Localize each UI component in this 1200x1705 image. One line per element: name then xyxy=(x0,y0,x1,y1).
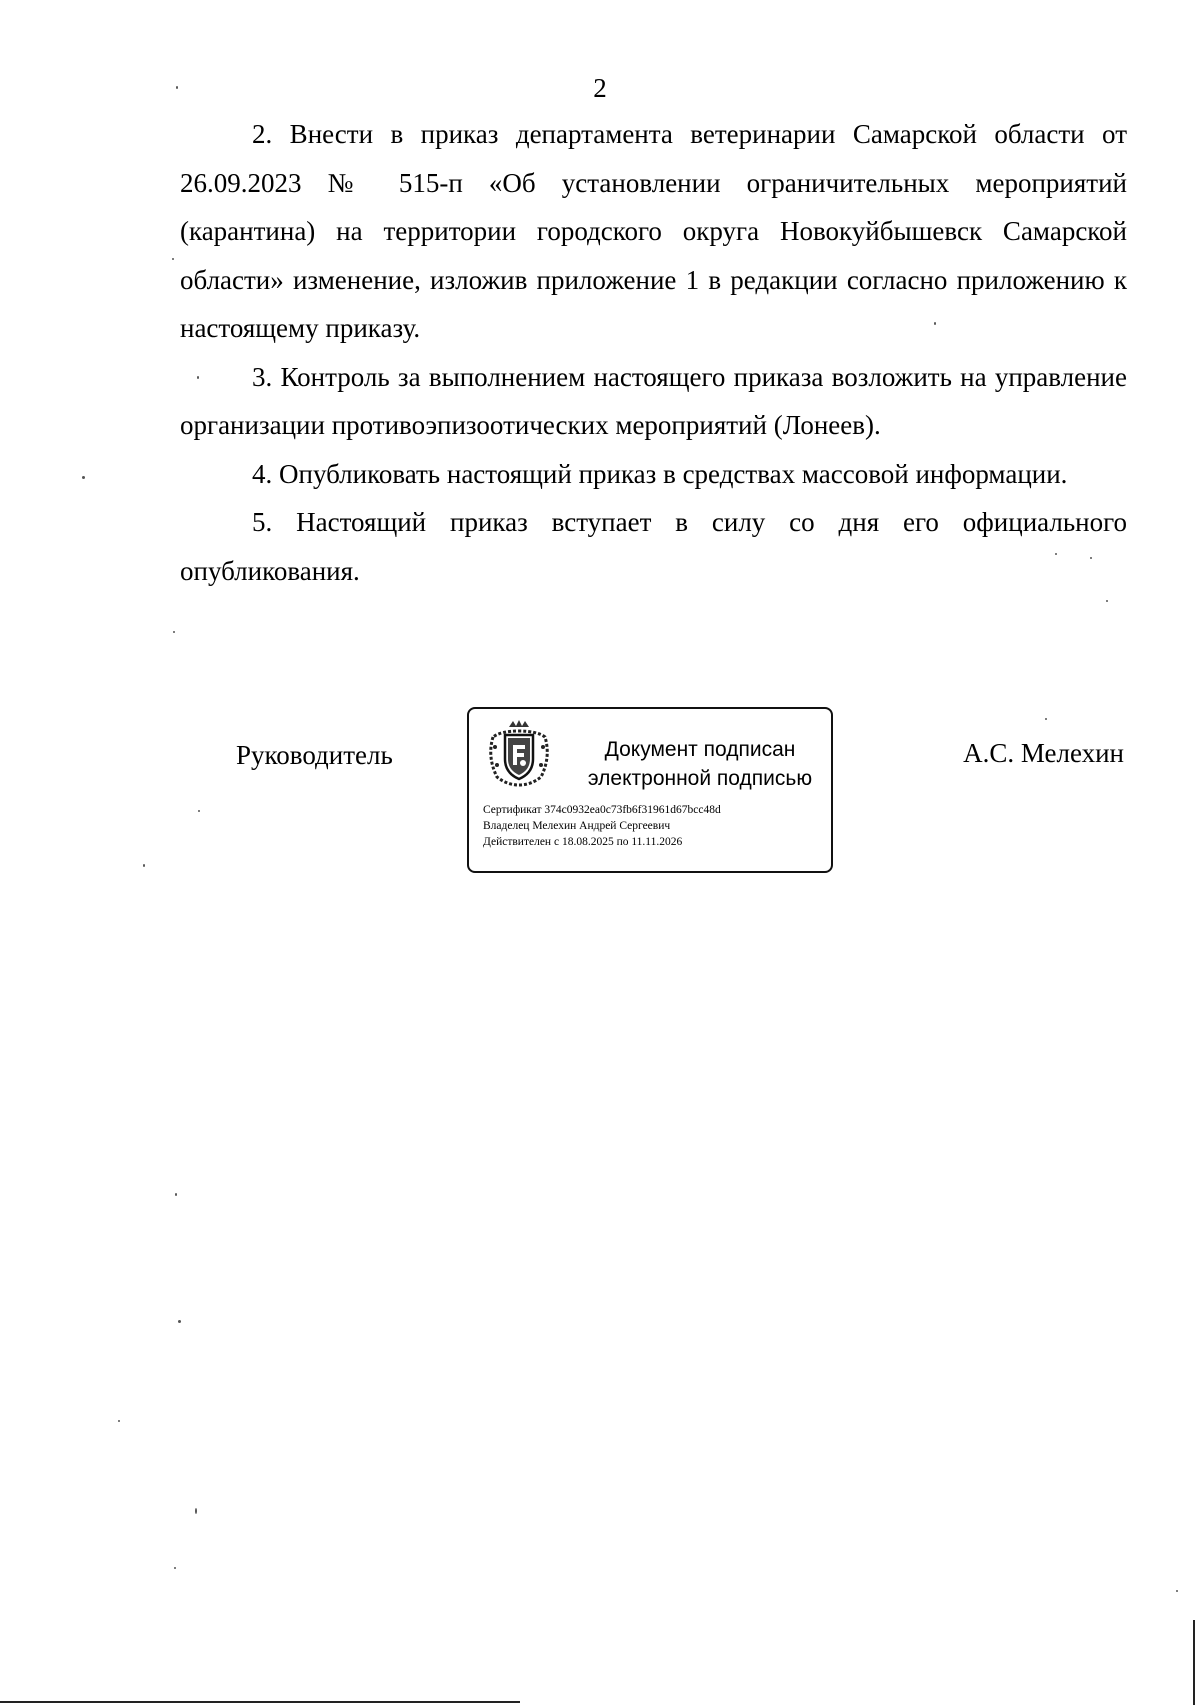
scan-speck xyxy=(197,376,199,379)
scan-speck xyxy=(175,1193,177,1196)
scan-speck xyxy=(178,1320,181,1323)
scan-speck xyxy=(195,1508,197,1514)
paragraph-3: 3. Контроль за выполнением настоящего приказа возложить на управление организации противоэпизоотических мероприятий (Лонеев). xyxy=(180,361,1127,440)
scan-speck xyxy=(143,864,145,867)
stamp-title-line-2: электронной подписью xyxy=(587,767,813,790)
paragraph-5: 5. Настоящий приказ вступает в силу со дня его официального опубликования. xyxy=(180,507,1127,586)
stamp-certificate: Сертификат 374c0932ea0c73fb6f31961d67bcc48d xyxy=(483,804,721,816)
coat-of-arms-icon xyxy=(483,717,555,789)
signer-role: Руководитель xyxy=(236,740,393,770)
signer-name: А.С. Мелехин xyxy=(963,738,1124,768)
scan-speck xyxy=(172,258,174,260)
scan-speck xyxy=(934,322,936,325)
paragraph-4: 4. Опубликовать настоящий приказ в средствах массовой информации. xyxy=(252,458,1068,489)
scan-edge-line xyxy=(0,1701,520,1703)
scan-speck xyxy=(1106,600,1108,602)
scan-speck xyxy=(118,1420,120,1422)
scan-speck xyxy=(1090,557,1092,559)
stamp-title xyxy=(569,735,831,793)
stamp-title-line-1: Документ подписан xyxy=(604,738,796,761)
stamp-validity: Действителен с 18.08.2025 по 11.11.2026 xyxy=(483,836,683,848)
scan-speck xyxy=(1176,1590,1178,1592)
paragraph-2: 2. Внести в приказ департамента ветеринарии Самарской области от 26.09.2023 № 515-п «Об установлении ограничительных мероприятий (карантина) на территории городского округа Новокуйбышевск Самарской области» изменение, изложив приложение 1 в редакции согласно приложению к настоящему приказу. xyxy=(180,119,1127,343)
scan-speck xyxy=(82,476,85,479)
electronic-signature-stamp xyxy=(467,707,833,873)
scan-speck xyxy=(198,810,200,812)
stamp-details xyxy=(483,802,828,850)
stamp-owner: Владелец Мелехин Андрей Сергеевич xyxy=(483,820,671,832)
scan-speck xyxy=(1055,553,1057,555)
scan-speck xyxy=(173,631,175,633)
scan-speck xyxy=(174,1567,176,1569)
page-number: 2 xyxy=(593,73,607,103)
scan-edge-line xyxy=(1193,1620,1195,1705)
scan-speck xyxy=(1045,718,1047,720)
document-body xyxy=(180,110,1127,595)
scan-speck xyxy=(176,86,178,89)
